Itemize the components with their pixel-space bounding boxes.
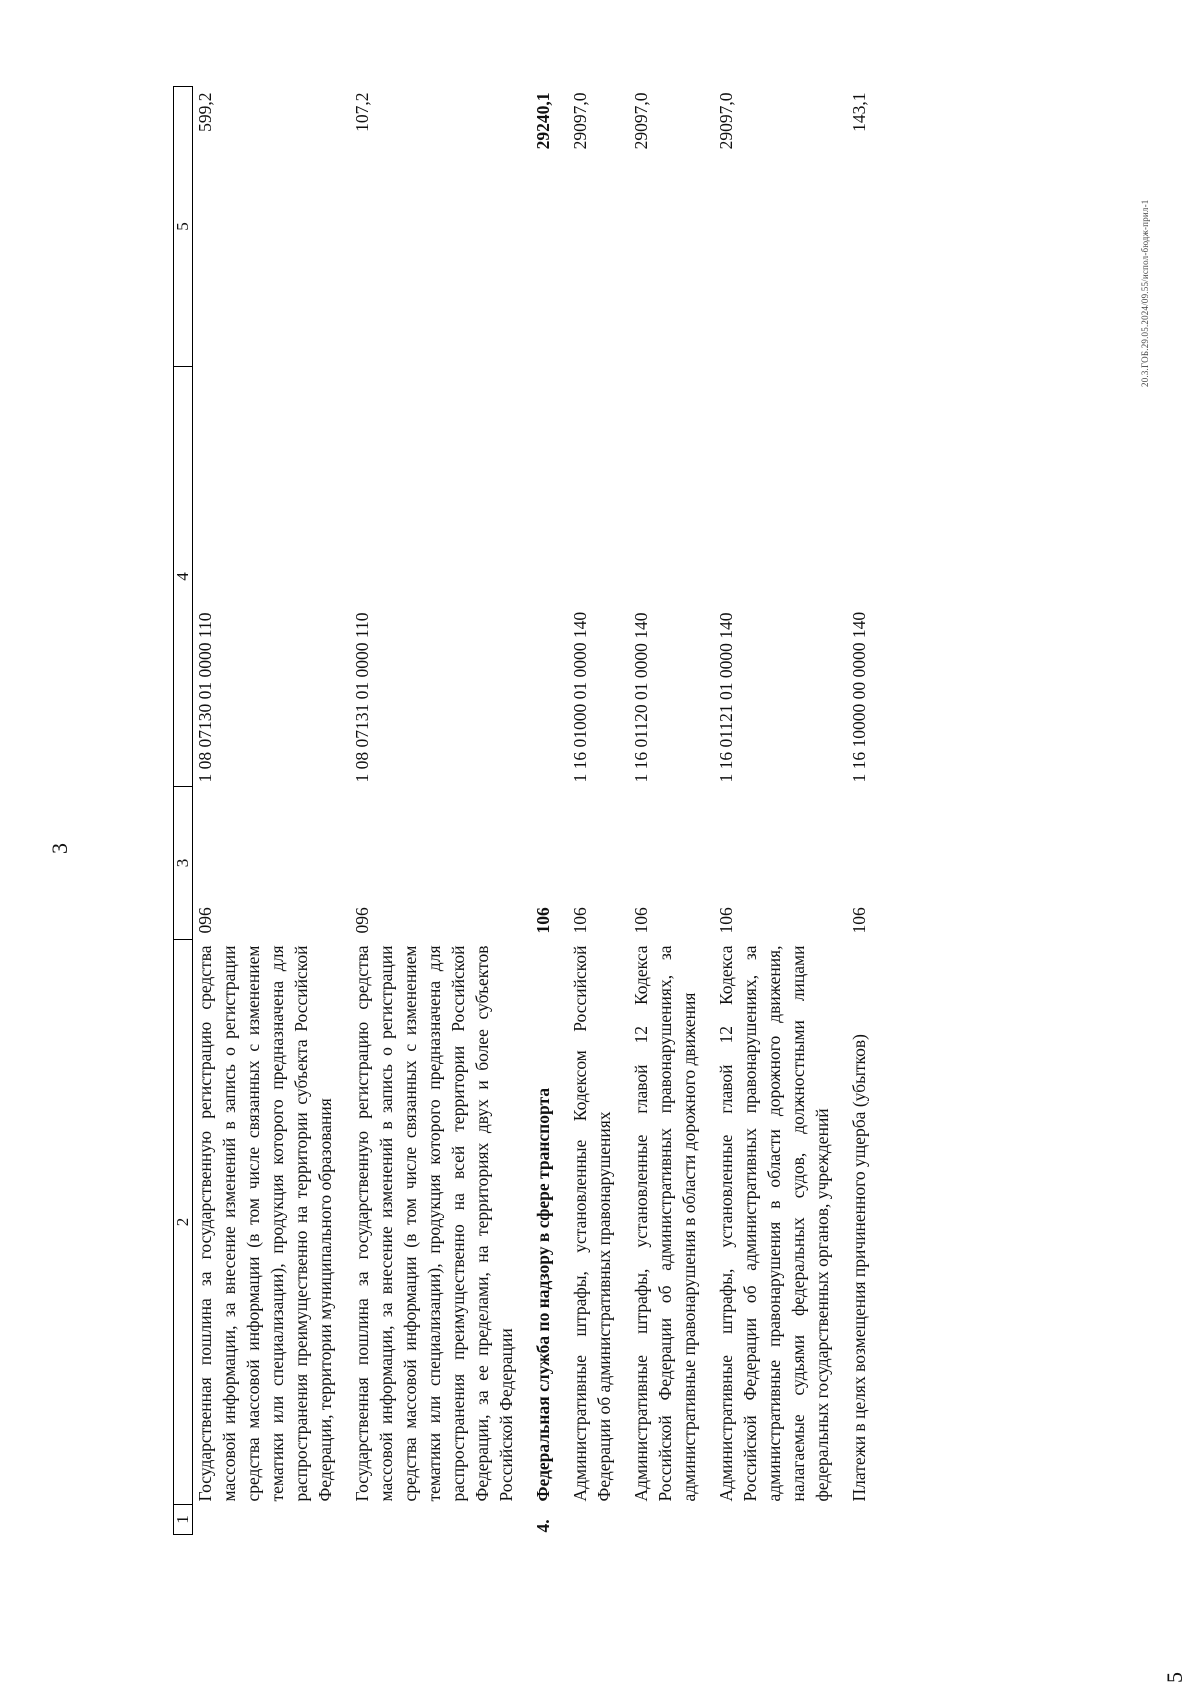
row-amount: 29097,0 <box>631 92 651 150</box>
row-admin-code: 106 <box>849 907 869 934</box>
table-row <box>350 87 531 1535</box>
header-col-3: 3 <box>174 787 193 940</box>
row-number: 4. <box>533 1519 553 1533</box>
row-budget-code: 1 08 07130 01 0000 110 <box>195 612 215 783</box>
table-row <box>714 87 847 1535</box>
row-name: Административные штрафы, установленные главой 12 Кодекса Российской Федерации об административных правонарушениях, за административные правонарушения в области дорожного движения, налагаемые судьями федеральных судов, должностными лицами федеральных государственных органов, учреждений <box>716 945 832 1502</box>
row-budget-code: 1 16 10000 00 0000 140 <box>849 611 869 783</box>
row-number <box>568 1505 629 1535</box>
row-name: Государственная пошлина за государственную регистрацию средства массовой информации, за внесение изменений в запись о регистрации средства массовой информации (в том числе связанных с изменением тематики или специализации), продукция которого предназначена для распространения преимущественно на всей территории Российской Федерации, за ее пределами, на территориях двух и более субъектов Российской Федерации <box>352 945 516 1502</box>
table-row <box>193 87 351 1535</box>
table-header-row <box>174 87 193 1535</box>
table-row <box>629 87 714 1535</box>
row-admin-code: 096 <box>195 907 215 934</box>
row-name: Административные штрафы, установленные Кодексом Российской Федерации об административных правонарушениях <box>570 945 614 1502</box>
table-row <box>847 87 884 1535</box>
row-amount: 29240,1 <box>533 92 553 150</box>
row-amount: 29097,0 <box>570 92 590 150</box>
row-amount: 107,2 <box>352 92 372 132</box>
row-budget-code: 1 16 01120 01 0000 140 <box>631 612 651 783</box>
row-number <box>629 1505 714 1535</box>
row-admin-code: 096 <box>352 907 372 934</box>
header-col-4: 4 <box>174 367 193 787</box>
table-row <box>568 87 629 1535</box>
table-row <box>531 87 568 1535</box>
row-admin-code: 106 <box>631 907 651 934</box>
revenue-table <box>173 86 884 1535</box>
row-amount: 599,2 <box>195 92 215 132</box>
footer-doc-code: 20.3.ГОБ.29.05.2024/09.55/испол-бюдж-прил-1 <box>1140 199 1150 387</box>
row-budget-code <box>531 367 568 787</box>
row-name: Административные штрафы, установленные главой 12 Кодекса Российской Федерации об административных правонарушениях, за административные правонарушения в области дорожного движения <box>631 945 699 1502</box>
row-amount: 29097,0 <box>716 92 736 150</box>
header-col-2: 2 <box>174 940 193 1505</box>
row-number <box>193 1505 351 1535</box>
sheet-number: 5 <box>1162 1672 1187 1683</box>
row-name: Федеральная служба по надзору в сфере транспорта <box>533 1087 553 1502</box>
table-body <box>193 87 885 1535</box>
row-budget-code: 1 16 01000 01 0000 140 <box>570 611 590 783</box>
row-admin-code: 106 <box>570 907 590 934</box>
row-name: Платежи в целях возмещения причиненного ущерба (убытков) <box>849 1034 869 1502</box>
header-col-5: 5 <box>174 87 193 367</box>
row-amount: 143,1 <box>849 92 869 132</box>
row-admin-code: 106 <box>533 907 553 934</box>
row-budget-code: 1 08 07131 01 0000 110 <box>352 612 372 783</box>
row-number <box>714 1505 847 1535</box>
row-name: Государственная пошлина за государственную регистрацию средства массовой информации, за внесение изменений в запись о регистрации средства массовой информации (в том числе связанных с изменением тематики или специализации), продукция которого предназначена для распространения преимущественно на территории субъекта Российской Федерации, территории муниципального образования <box>195 945 335 1502</box>
header-col-1: 1 <box>174 1505 193 1535</box>
row-budget-code: 1 16 01121 01 0000 140 <box>716 612 736 783</box>
row-number <box>350 1505 531 1535</box>
page-number: 3 <box>47 843 72 854</box>
row-number <box>847 1505 884 1535</box>
row-admin-code: 106 <box>716 907 736 934</box>
